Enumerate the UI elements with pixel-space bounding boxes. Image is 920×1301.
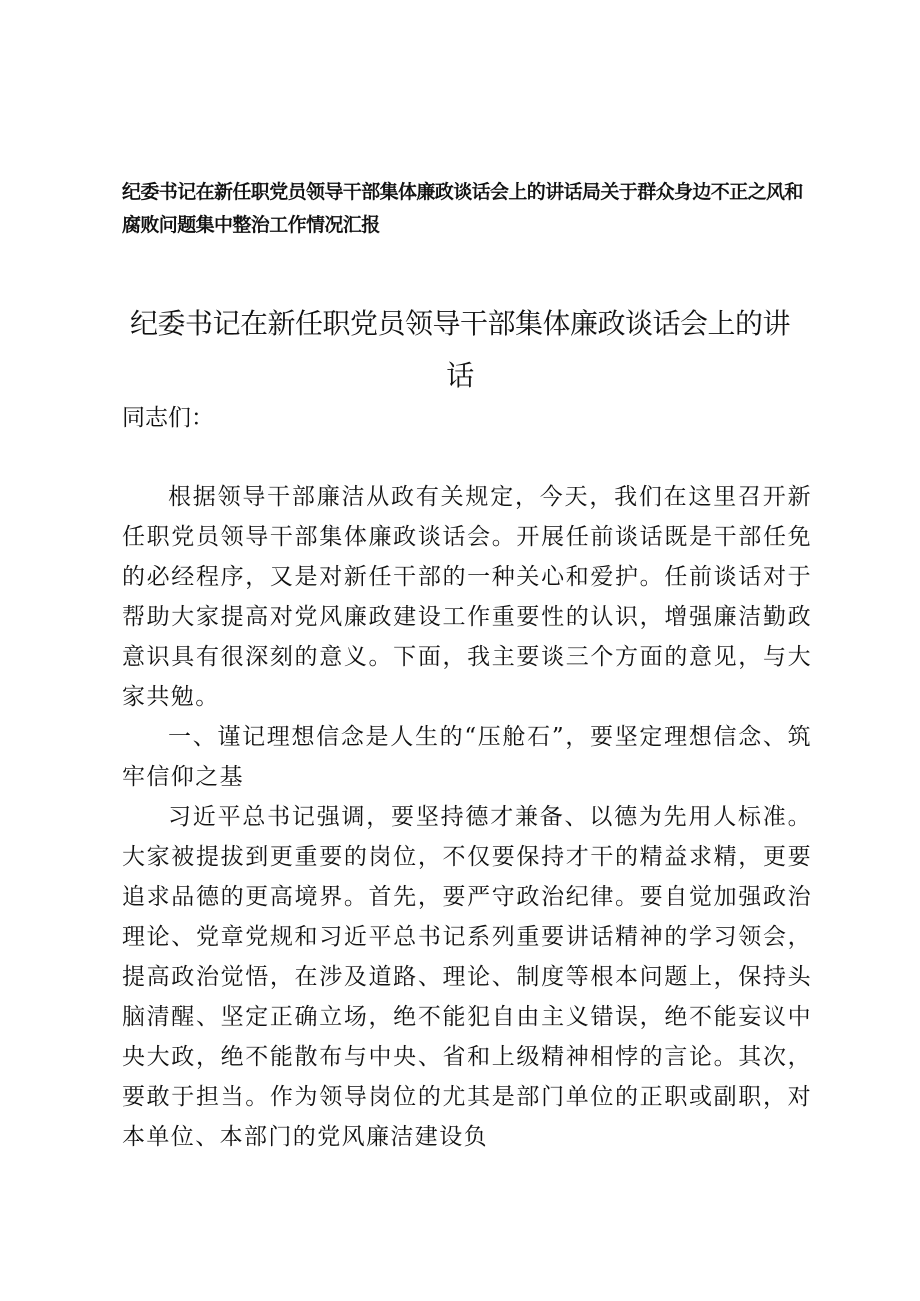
speech-body [122,477,812,1157]
section-heading-1: 一、谨记理想信念是人生的“压舱石”，要坚定理想信念、筑牢信仰之基 [122,724,812,790]
document-header-title: 纪委书记在新任职党员领导干部集体廉政谈话会上的讲话局关于群众身边不正之风和腐败问题集中整治工作情况汇报 [122,181,803,236]
salutation: 同志们： [122,405,214,431]
speech-title: 纪委书记在新任职党员领导干部集体廉政谈话会上的讲话 [130,307,791,392]
paragraph-section-1: 习近平总书记强调，要坚持德才兼备、以德为先用人标准。大家被提拔到更重要的岗位，不仅要保持才干的精益求精，更要追求品德的更高境界。首先，要严守政治纪律。要自觉加强政治理论、党章党规和习近平总书记系列重要讲话精神的学习领会，提高政治觉悟，在涉及道路、理论、制度等根本问题上，保持头脑清醒、坚定正确立场，绝不能犯自由主义错误，绝不能妄议中央大政，绝不能散布与中央、省和上级精神相悖的言论。其次，要敢于担当。作为领导岗位的尤其是部门单位的正职或副职，对本单位、本部门的党风廉洁建设负 [122,804,812,1150]
paragraph-intro: 根据领导干部廉洁从政有关规定，今天，我们在这里召开新任职党员领导干部集体廉政谈话会。开展任前谈话既是干部任免的必经程序，又是对新任干部的一种关心和爱护。任前谈话对于帮助大家提高对党风廉政建设工作重要性的认识，增强廉洁勤政意识具有很深刻的意义。下面，我主要谈三个方面的意见，与大家共勉。 [122,484,812,710]
